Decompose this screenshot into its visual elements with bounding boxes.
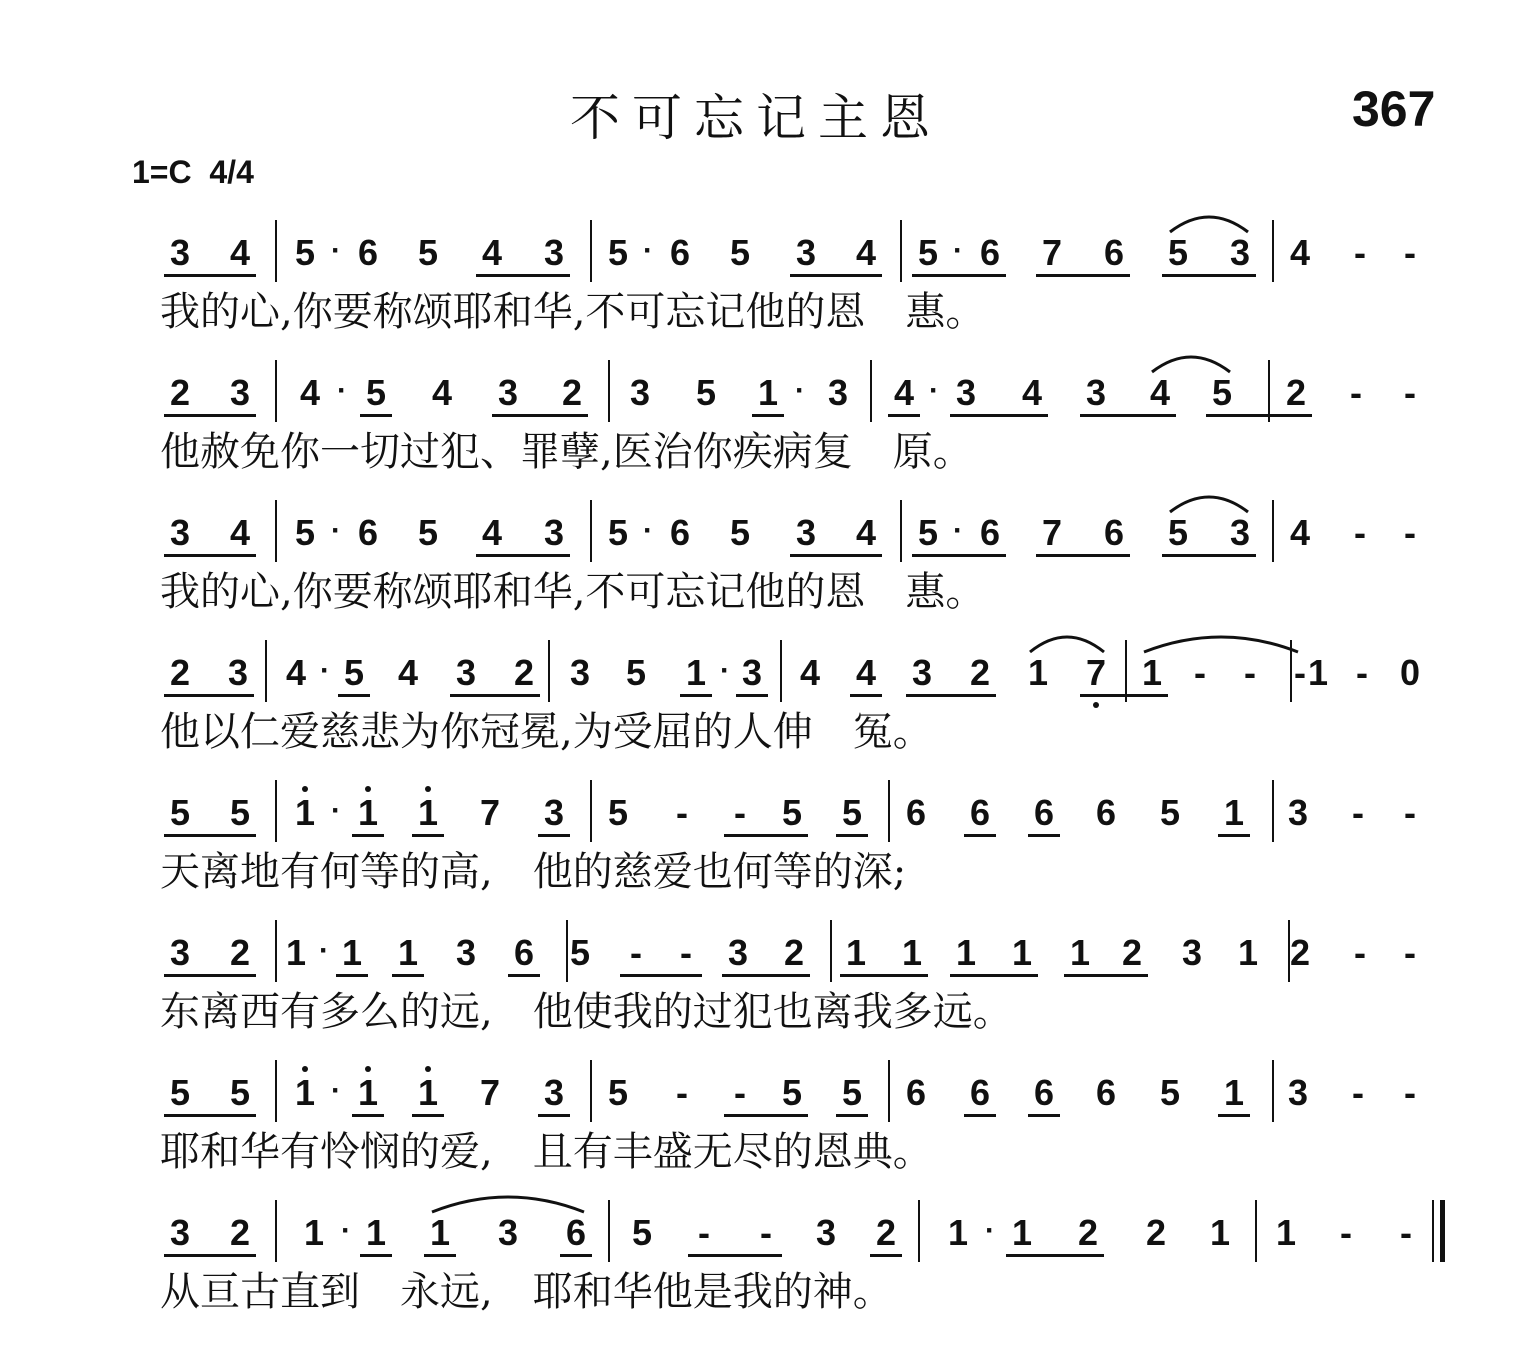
note-numeral: 6 [513, 932, 535, 973]
bar-line [1272, 780, 1274, 842]
note-numeral: 1 [285, 932, 307, 973]
eighth-note-underline [1218, 1114, 1250, 1117]
note-numeral: 2 [229, 1212, 251, 1253]
note-numeral: 5 [365, 372, 387, 413]
eighth-note-underline [724, 1114, 808, 1117]
eighth-note-underline [620, 974, 702, 977]
sustain-dash: - [1340, 1212, 1352, 1253]
sustain-dash: - [1354, 932, 1366, 973]
eighth-note-underline [964, 834, 996, 837]
dotted-rhythm-mark: · [953, 234, 963, 267]
note-numeral: 3 [169, 1212, 191, 1253]
note-numeral: 1 [417, 1072, 439, 1113]
bar-line [275, 780, 277, 842]
tie-arcs [0, 648, 1531, 708]
note-numeral: 5 [1211, 372, 1233, 413]
note-numeral: 4 [1289, 232, 1311, 273]
note-numeral: 5 [294, 232, 316, 273]
note-numeral: 3 [497, 1212, 519, 1253]
sustain-dash: - [676, 1072, 688, 1113]
note-numeral: 5 [781, 1072, 803, 1113]
note-numeral: 4 [299, 372, 321, 413]
dotted-rhythm-mark: · [331, 794, 341, 827]
note-numeral: 2 [875, 1212, 897, 1253]
note-numeral: 1 [1069, 932, 1091, 973]
note-numeral: 1 [901, 932, 923, 973]
score-line [0, 788, 1531, 928]
note-numeral: 3 [169, 232, 191, 273]
sustain-dash: - [1404, 372, 1416, 413]
note-numeral: 5 [729, 512, 751, 553]
sustain-dash: - [1354, 512, 1366, 553]
score-line [0, 928, 1531, 1068]
note-numeral: 6 [1103, 232, 1125, 273]
note-numeral: 4 [481, 512, 503, 553]
bar-line [590, 780, 592, 842]
note-numeral: 6 [565, 1212, 587, 1253]
note-numeral: 2 [1285, 372, 1307, 413]
sustain-dash: - [734, 1072, 746, 1113]
note-numeral: 1 [429, 1212, 451, 1253]
dotted-rhythm-mark: · [319, 934, 329, 967]
note-numeral: 4 [855, 512, 877, 553]
eighth-note-underline [1218, 834, 1250, 837]
note-numeral: 5 [169, 792, 191, 833]
note-numeral: 5 [1159, 792, 1181, 833]
note-numeral: 1 [397, 932, 419, 973]
note-numeral: 5 [625, 652, 647, 693]
eighth-note-underline [538, 1114, 570, 1117]
note-numeral: 1 [1011, 932, 1033, 973]
eighth-note-underline [352, 1114, 384, 1117]
note-numeral: 5 [569, 932, 591, 973]
note-numeral: 5 [841, 792, 863, 833]
note-numeral: 6 [1095, 1072, 1117, 1113]
eighth-note-underline [836, 1114, 868, 1117]
note-numeral: 6 [1033, 792, 1055, 833]
note-numeral: 4 [397, 652, 419, 693]
dotted-rhythm-mark: · [331, 514, 341, 547]
note-numeral: 3 [1287, 792, 1309, 833]
note-numeral: 5 [169, 1072, 191, 1113]
note-numeral: 3 [815, 1212, 837, 1253]
note-numeral: 3 [1229, 232, 1251, 273]
note-numeral: 4 [229, 232, 251, 273]
eighth-note-underline [964, 1114, 996, 1117]
eighth-note-underline [538, 834, 570, 837]
eighth-note-underline [836, 834, 868, 837]
eighth-note-underline [164, 1114, 256, 1117]
eighth-note-underline [508, 974, 540, 977]
lyric-line: 天离地有何等的高, 他的慈爱也何等的深; [160, 849, 907, 895]
note-numeral: 5 [229, 1072, 251, 1113]
bar-line [1272, 1060, 1274, 1122]
hymn-title: 不可忘记主恩 [570, 89, 942, 147]
note-numeral: 2 [169, 372, 191, 413]
note-numeral: 3 [955, 372, 977, 413]
note-numeral: 4 [431, 372, 453, 413]
note-numeral: 5 [607, 512, 629, 553]
bar-line [888, 1060, 890, 1122]
lyric-line: 从亘古直到 永远, 耶和华他是我的神。 [160, 1269, 893, 1315]
note-numeral: 5 [781, 792, 803, 833]
high-octave-dot [302, 1066, 308, 1072]
note-numeral: 4 [229, 512, 251, 553]
note-numeral: 4 [799, 652, 821, 693]
note-numeral: 6 [969, 792, 991, 833]
note-numeral: 4 [1149, 372, 1171, 413]
bar-line [1288, 920, 1290, 982]
note-numeral: 3 [229, 372, 251, 413]
high-octave-dot [425, 786, 431, 792]
note-numeral: 3 [1085, 372, 1107, 413]
note-numeral: 6 [669, 512, 691, 553]
high-octave-dot [365, 1066, 371, 1072]
dotted-rhythm-mark: · [320, 654, 330, 687]
tie-arcs [0, 508, 1531, 568]
dotted-rhythm-mark: · [643, 514, 653, 547]
note-numeral: 1 [1141, 652, 1163, 693]
note-numeral: 4 [285, 652, 307, 693]
note-numeral: 5 [841, 1072, 863, 1113]
note-numeral: 1 [294, 1072, 316, 1113]
note-numeral: 2 [1077, 1212, 1099, 1253]
note-numeral: 5 [607, 792, 629, 833]
note-numeral: 2 [229, 932, 251, 973]
note-numeral: 6 [1033, 1072, 1055, 1113]
sustain-dash: - [1194, 652, 1206, 693]
high-octave-dot [302, 786, 308, 792]
note-numeral: 5 [294, 512, 316, 553]
sustain-dash: - [1354, 232, 1366, 273]
sustain-dash: - [1404, 232, 1416, 273]
sustain-dash: - [1352, 792, 1364, 833]
note-numeral: 3 [169, 932, 191, 973]
lyric-line: 东离西有多么的远, 他使我的过犯也离我多远。 [160, 989, 1013, 1035]
rest-note: 0 [1399, 652, 1421, 693]
note-numeral: 3 [727, 932, 749, 973]
note-numeral: 5 [229, 792, 251, 833]
sustain-dash: - [1404, 512, 1416, 553]
high-octave-dot [425, 1066, 431, 1072]
eighth-note-underline [1028, 1114, 1060, 1117]
note-numeral: 1 [303, 1212, 325, 1253]
note-numeral: 3 [741, 652, 763, 693]
note-numeral: 3 [455, 652, 477, 693]
note-numeral: 4 [481, 232, 503, 273]
note-numeral: 3 [543, 232, 565, 273]
eighth-note-underline [412, 1114, 444, 1117]
note-numeral: 1 [955, 932, 977, 973]
note-numeral: 3 [455, 932, 477, 973]
dotted-rhythm-mark: · [337, 374, 347, 407]
note-numeral: 6 [1103, 512, 1125, 553]
bar-line [830, 920, 832, 982]
note-numeral: 3 [1229, 512, 1251, 553]
note-numeral: 3 [543, 1072, 565, 1113]
bar-line [566, 920, 568, 982]
eighth-note-underline [392, 974, 424, 977]
sustain-dash: - [1404, 792, 1416, 833]
bar-line [275, 1060, 277, 1122]
note-numeral: 6 [1095, 792, 1117, 833]
sustain-dash: - [630, 932, 642, 973]
note-numeral: 3 [795, 232, 817, 273]
note-numeral: 1 [947, 1212, 969, 1253]
hymn-number: 367 [1352, 81, 1436, 137]
note-numeral: 6 [969, 1072, 991, 1113]
eighth-note-underline [840, 974, 928, 977]
note-numeral: 1 [1307, 652, 1329, 693]
score-line [0, 508, 1531, 648]
dotted-rhythm-mark: · [953, 514, 963, 547]
note-numeral: 5 [729, 232, 751, 273]
score-line [0, 368, 1531, 508]
note-numeral: 3 [543, 512, 565, 553]
note-numeral: 3 [1287, 1072, 1309, 1113]
note-numeral: 4 [855, 232, 877, 273]
note-numeral: 5 [1167, 512, 1189, 553]
score-line [0, 228, 1531, 368]
note-numeral: 2 [1145, 1212, 1167, 1253]
note-numeral: 4 [1021, 372, 1043, 413]
note-numeral: 3 [629, 372, 651, 413]
note-numeral: 3 [543, 792, 565, 833]
note-numeral: 5 [343, 652, 365, 693]
sustain-dash: - [760, 1212, 772, 1253]
note-numeral: 2 [783, 932, 805, 973]
eighth-note-underline [950, 974, 1038, 977]
note-numeral: 1 [685, 652, 707, 693]
note-numeral: 2 [513, 652, 535, 693]
key-signature: 1=C 4/4 [132, 154, 254, 190]
lyric-line: 我的心,你要称颂耶和华,不可忘记他的恩 惠。 [160, 289, 986, 335]
sustain-dash: - [734, 792, 746, 833]
bar-line [888, 780, 890, 842]
note-numeral: 1 [1011, 1212, 1033, 1253]
note-numeral: 4 [893, 372, 915, 413]
note-numeral: 1 [845, 932, 867, 973]
sustain-dash: - [1404, 1072, 1416, 1113]
note-numeral: 4 [855, 652, 877, 693]
note-numeral: 2 [1289, 932, 1311, 973]
dotted-rhythm-mark: · [341, 1214, 351, 1247]
sustain-dash: - [676, 792, 688, 833]
lyric-line: 他赦免你一切过犯、罪孽,医治你疾病复 原。 [160, 429, 973, 475]
note-numeral: 1 [1275, 1212, 1297, 1253]
note-numeral: 7 [479, 792, 501, 833]
note-numeral: 1 [341, 932, 363, 973]
note-numeral: 1 [1237, 932, 1259, 973]
note-numeral: 1 [1027, 652, 1049, 693]
note-numeral: 1 [365, 1212, 387, 1253]
eighth-note-underline [412, 834, 444, 837]
tie-arc [1170, 217, 1248, 232]
eighth-note-underline [164, 974, 256, 977]
note-numeral: 1 [757, 372, 779, 413]
note-numeral: 6 [357, 232, 379, 273]
tie-arcs [0, 368, 1531, 428]
note-numeral: 5 [631, 1212, 653, 1253]
dotted-rhythm-mark: · [643, 234, 653, 267]
note-numeral: 3 [911, 652, 933, 693]
note-numeral: 6 [979, 232, 1001, 273]
dotted-rhythm-mark: · [331, 234, 341, 267]
note-numeral: 5 [417, 232, 439, 273]
note-numeral: 5 [917, 232, 939, 273]
sustain-dash: - [1400, 1212, 1412, 1253]
sustain-dash: - [698, 1212, 710, 1253]
note-numeral: 5 [1159, 1072, 1181, 1113]
tie-arcs [0, 228, 1531, 288]
note-numeral: 7 [1041, 232, 1063, 273]
bar-line [275, 920, 277, 982]
note-numeral: 5 [1167, 232, 1189, 273]
note-numeral: 3 [569, 652, 591, 693]
note-numeral: 2 [169, 652, 191, 693]
note-numeral: 7 [1085, 652, 1107, 693]
note-numeral: 1 [1223, 792, 1245, 833]
note-numeral: 6 [357, 512, 379, 553]
eighth-note-underline [724, 834, 808, 837]
note-numeral: 5 [417, 512, 439, 553]
note-numeral: 7 [1041, 512, 1063, 553]
note-numeral: 1 [1223, 1072, 1245, 1113]
note-numeral: 5 [607, 1072, 629, 1113]
note-numeral: 1 [357, 792, 379, 833]
sustain-dash: - [1352, 1072, 1364, 1113]
eighth-note-underline [1064, 974, 1148, 977]
note-numeral: 1 [1209, 1212, 1231, 1253]
sustain-dash: - [1404, 932, 1416, 973]
eighth-note-underline [336, 974, 368, 977]
lyric-line: 耶和华有怜悯的爱, 且有丰盛无尽的恩典。 [160, 1129, 933, 1175]
eighth-note-underline [722, 974, 810, 977]
note-numeral: 5 [917, 512, 939, 553]
sustain-dash: - [1244, 652, 1256, 693]
note-numeral: 7 [479, 1072, 501, 1113]
sustain-dash: - [1350, 372, 1362, 413]
lyric-line: 我的心,你要称颂耶和华,不可忘记他的恩 惠。 [160, 569, 986, 615]
note-numeral: 6 [979, 512, 1001, 553]
dotted-rhythm-mark: · [929, 374, 939, 407]
sustain-dash: - [1356, 652, 1368, 693]
note-numeral: 1 [357, 1072, 379, 1113]
note-numeral: 6 [669, 232, 691, 273]
score-line [0, 648, 1531, 788]
note-numeral: 2 [561, 372, 583, 413]
note-numeral: 1 [417, 792, 439, 833]
tie-arcs [0, 1208, 1531, 1268]
dotted-rhythm-mark: · [795, 374, 805, 407]
bar-line [590, 1060, 592, 1122]
note-numeral: 3 [169, 512, 191, 553]
sustain-dash: - [680, 932, 692, 973]
note-numeral: 6 [905, 792, 927, 833]
eighth-note-underline [352, 834, 384, 837]
note-numeral: 3 [795, 512, 817, 553]
note-numeral: 1 [294, 792, 316, 833]
score-line [0, 1208, 1531, 1348]
note-numeral: 2 [1121, 932, 1143, 973]
score-line [0, 1068, 1531, 1208]
note-numeral: 5 [607, 232, 629, 273]
dotted-rhythm-mark: · [331, 1074, 341, 1107]
dotted-rhythm-mark: · [985, 1214, 995, 1247]
lyric-line: 他以仁爱慈悲为你冠冕,为受屈的人伸 冤。 [160, 709, 933, 755]
dotted-rhythm-mark: · [720, 654, 730, 687]
note-numeral: 2 [969, 652, 991, 693]
high-octave-dot [365, 786, 371, 792]
note-numeral: 3 [227, 652, 249, 693]
note-numeral: 3 [497, 372, 519, 413]
eighth-note-underline [1028, 834, 1060, 837]
note-numeral: 4 [1289, 512, 1311, 553]
note-numeral: 3 [827, 372, 849, 413]
eighth-note-underline [164, 834, 256, 837]
note-numeral: 3 [1181, 932, 1203, 973]
note-numeral: 5 [695, 372, 717, 413]
note-numeral: 6 [905, 1072, 927, 1113]
sustain-dash: - [1294, 652, 1306, 693]
